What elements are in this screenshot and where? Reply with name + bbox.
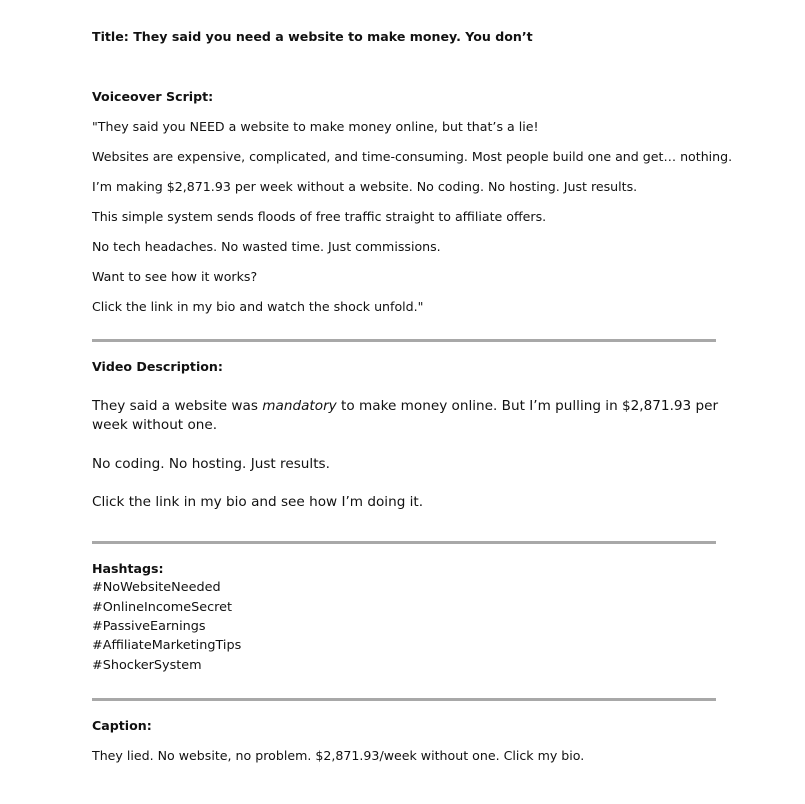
emphasis-mandatory: mandatory (262, 398, 337, 414)
video-description-paragraph-line: They said a website was mandatory to make money online. But I’m pulling in $2,871.93 per (92, 398, 719, 414)
section-divider (92, 541, 716, 544)
voiceover-line: No tech headaches. No wasted time. Just commissions. (92, 239, 441, 254)
caption-text: They lied. No website, no problem. $2,871.93/week without one. Click my bio. (92, 748, 585, 763)
section-divider (92, 339, 716, 342)
voiceover-line: Websites are expensive, complicated, and time-consuming. Most people build one and get… nothing. (92, 149, 733, 164)
hashtag: #OnlineIncomeSecret (92, 600, 232, 615)
document-title: Title: They said you need a website to make money. You don’t (92, 29, 533, 44)
section-divider (92, 698, 716, 701)
voiceover-line: Click the link in my bio and watch the shock unfold." (92, 299, 424, 314)
voiceover-line: I’m making $2,871.93 per week without a website. No coding. No hosting. Just results. (92, 179, 638, 194)
caption-heading: Caption: (92, 718, 152, 733)
video-description-paragraph: No coding. No hosting. Just results. (92, 456, 330, 472)
hashtag: #PassiveEarnings (92, 619, 206, 634)
voiceover-line: Want to see how it works? (92, 269, 258, 284)
voiceover-line: This simple system sends floods of free traffic straight to affiliate offers. (92, 209, 547, 224)
hashtag-list (92, 580, 392, 680)
video-description-paragraph-line: week without one. (92, 417, 218, 433)
hashtag: #NoWebsiteNeeded (92, 580, 221, 595)
voiceover-line: "They said you NEED a website to make money online, but that’s a lie! (92, 119, 539, 134)
voiceover-heading: Voiceover Script: (92, 89, 214, 104)
video-description-paragraph: Click the link in my bio and see how I’m doing it. (92, 494, 424, 510)
video-description-heading: Video Description: (92, 359, 223, 374)
hashtag: #ShockerSystem (92, 658, 202, 673)
hashtag: #AffiliateMarketingTips (92, 638, 242, 653)
hashtags-heading: Hashtags: (92, 561, 164, 576)
